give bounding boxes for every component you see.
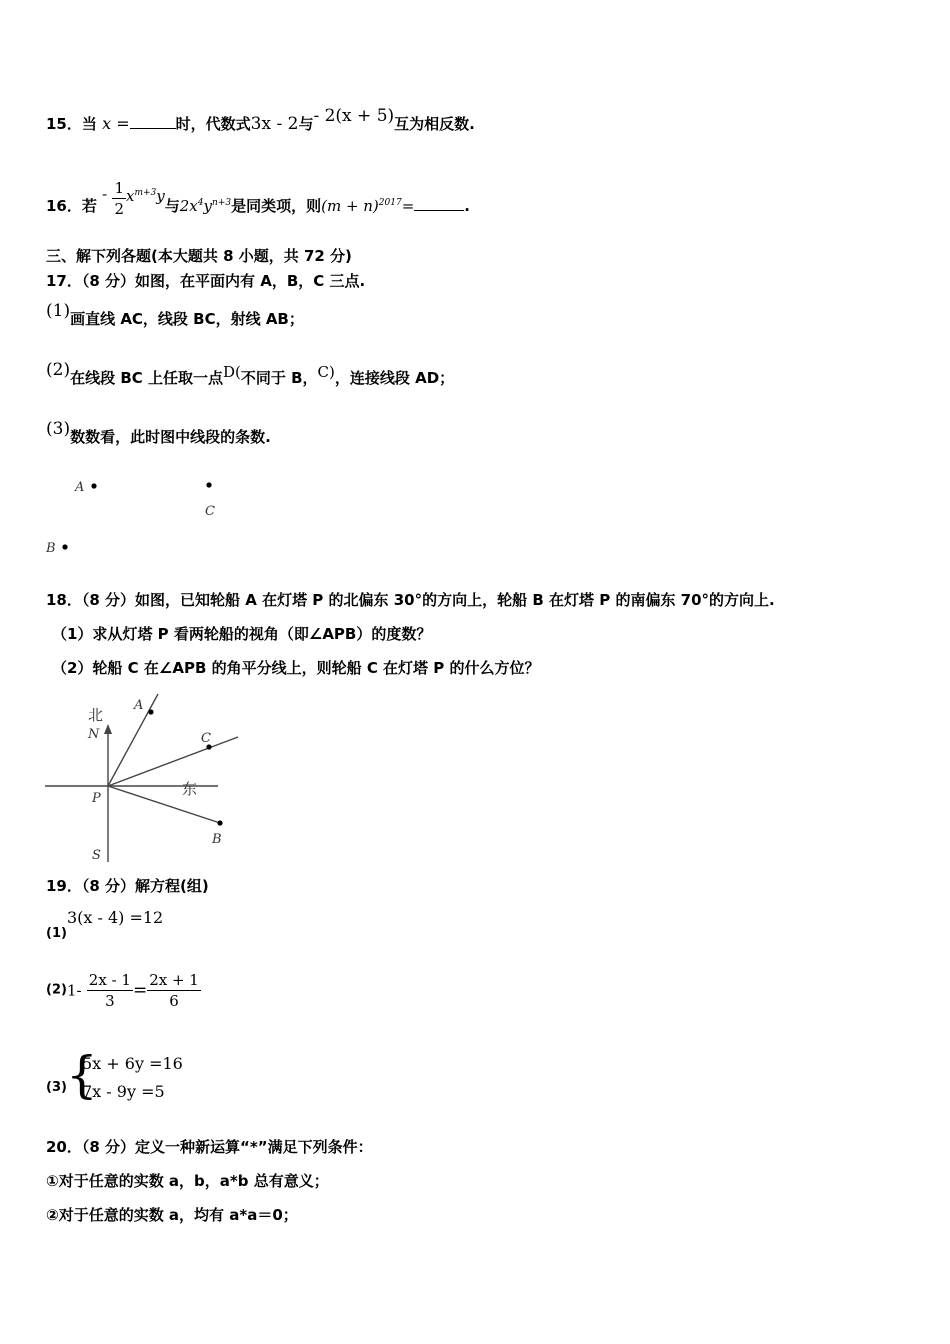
- q20-condition-2: ②对于任意的实数 a，均有 a*a＝0；: [46, 1206, 298, 1224]
- q19-eq2-label: (2): [46, 982, 67, 998]
- q17-part-1-label: (1): [46, 301, 71, 321]
- q15-text-1: 当: [81, 115, 97, 133]
- q18-ray-a: [108, 694, 158, 786]
- q19-eq3-line-2: 7x - 9y =5: [82, 1082, 165, 1101]
- question-20-title: 20．（8 分）定义一种新运算“*”满足下列条件：: [46, 1138, 373, 1156]
- q15-answer-blank[interactable]: [130, 114, 176, 129]
- q15-variable: x =: [102, 114, 130, 133]
- q18-point-a: [148, 709, 153, 714]
- q19-eq3-label: (3): [46, 1080, 67, 1095]
- q18-label-c: C: [201, 731, 211, 746]
- q18-label-p: P: [92, 791, 101, 806]
- q19-eq3-line-1: 5x + 6y =16: [82, 1054, 183, 1073]
- q17-figure: [40, 470, 240, 565]
- q17-part-1: [46, 301, 304, 330]
- q18-compass-figure: [40, 690, 250, 870]
- q19-eq2-equals: =: [132, 980, 148, 1001]
- q17-part-2-label: (2): [46, 360, 71, 380]
- q16-period: .: [464, 197, 470, 215]
- q15-number: 15．: [46, 115, 82, 133]
- q19-eq2-denominator-2: 6: [169, 992, 179, 1010]
- question-16: [46, 179, 470, 227]
- q16-text-3: 是同类项，则: [231, 197, 322, 215]
- q19-eq3-brace: {: [66, 1046, 98, 1104]
- q16-term-1: $x^{m+3}y$: [125, 187, 165, 205]
- q20-condition-1: ①对于任意的实数 a，b，a*b 总有意义；: [46, 1172, 329, 1190]
- q16-answer-blank[interactable]: [414, 196, 464, 211]
- q18-label-n: N: [88, 727, 100, 742]
- q17-point-c-paren: C): [317, 363, 335, 381]
- q16-fraction-denominator: 2: [114, 200, 124, 218]
- q16-text-2: 与: [164, 197, 180, 215]
- q18-ray-b: [108, 786, 220, 823]
- q17-part-3: [46, 419, 271, 448]
- q16-negative-sign: -: [102, 185, 108, 203]
- question-15: [46, 106, 475, 134]
- q18-ray-c: [108, 737, 238, 786]
- q19-equation-2: [46, 968, 201, 1013]
- q18-point-b: [217, 820, 222, 825]
- q17-part-2-text-b: 不同于 B，: [240, 369, 318, 387]
- q18-label-b: B: [212, 832, 222, 847]
- q19-eq2-fraction-2: [147, 970, 201, 1011]
- q15-text-3: 与: [298, 115, 314, 133]
- q15-expr-1: 3x - 2: [250, 114, 299, 134]
- q18-label-s: S: [92, 848, 101, 863]
- q19-eq2-denominator-1: 3: [105, 992, 115, 1010]
- q17-point-c: [206, 482, 211, 487]
- q18-label-a: A: [134, 698, 144, 713]
- q18-label-east: 东: [182, 780, 198, 798]
- q19-equation-1: [46, 908, 164, 944]
- q17-part-3-label: (3): [46, 419, 71, 439]
- q17-label-c: C: [205, 504, 215, 519]
- q15-text-4: 互为相反数.: [394, 115, 475, 133]
- q17-point-a: [91, 483, 96, 488]
- q15-text-2: 时，代数式: [175, 115, 251, 133]
- q18-label-north: 北: [88, 706, 104, 724]
- q16-term-2: $2x^4y^{n+3}$: [179, 197, 232, 215]
- q17-label-b: B: [46, 541, 56, 556]
- q19-eq1-expr: 3(x - 4) =12: [66, 908, 164, 927]
- q16-text-1: 若: [81, 197, 97, 215]
- question-17-title: 17．（8 分）如图，在平面内有 A，B，C 三点.: [46, 272, 366, 290]
- q19-eq2-numerator-1: 2x - 1: [88, 971, 131, 989]
- q16-number: 16．: [46, 197, 82, 215]
- q17-part-3-text: 数数看，此时图中线段的条数.: [70, 428, 271, 446]
- q16-fraction: [112, 178, 126, 219]
- q17-label-a: A: [75, 480, 85, 495]
- section-3-title: 三、解下列各题(本大题共 8 小题，共 72 分): [46, 247, 352, 265]
- q16-paren-expr: $(m + n)^{2017}$: [321, 197, 402, 215]
- question-18-title: 18．（8 分）如图，已知轮船 A 在灯塔 P 的北偏东 30°的方向上，轮船 B 在灯塔 P 的南偏东 70°的方向上.: [46, 591, 775, 609]
- q17-part-2-text-e: ，连接线段 AD；: [334, 369, 455, 387]
- q19-eq2-fraction-1: [87, 970, 133, 1011]
- q19-eq2-numerator-2: 2x + 1: [149, 971, 199, 989]
- q16-fraction-numerator: 1: [114, 179, 124, 197]
- q17-part-2: [46, 360, 455, 389]
- q16-equals: =: [401, 197, 415, 215]
- q19-eq2-lead: 1-: [66, 981, 82, 1000]
- q17-point-d: D(: [222, 363, 241, 381]
- q17-part-2-text-a: 在线段 BC 上任取一点: [70, 369, 223, 387]
- q17-part-1-text: 画直线 AC，线段 BC，射线 AB；: [70, 310, 304, 328]
- q18-part-2: （2）轮船 C 在∠APB 的角平分线上，则轮船 C 在灯塔 P 的什么方位？: [52, 659, 540, 677]
- q17-point-b: [62, 544, 67, 549]
- q18-north-arrow: [104, 724, 112, 734]
- q18-part-1: （1）求从灯塔 P 看两轮船的视角（即∠APB）的度数？: [52, 625, 432, 643]
- question-19-title: 19．（8 分）解方程(组): [46, 877, 209, 895]
- q19-eq1-label: (1): [46, 926, 67, 941]
- q15-expr-2: - 2(x + 5): [313, 106, 395, 126]
